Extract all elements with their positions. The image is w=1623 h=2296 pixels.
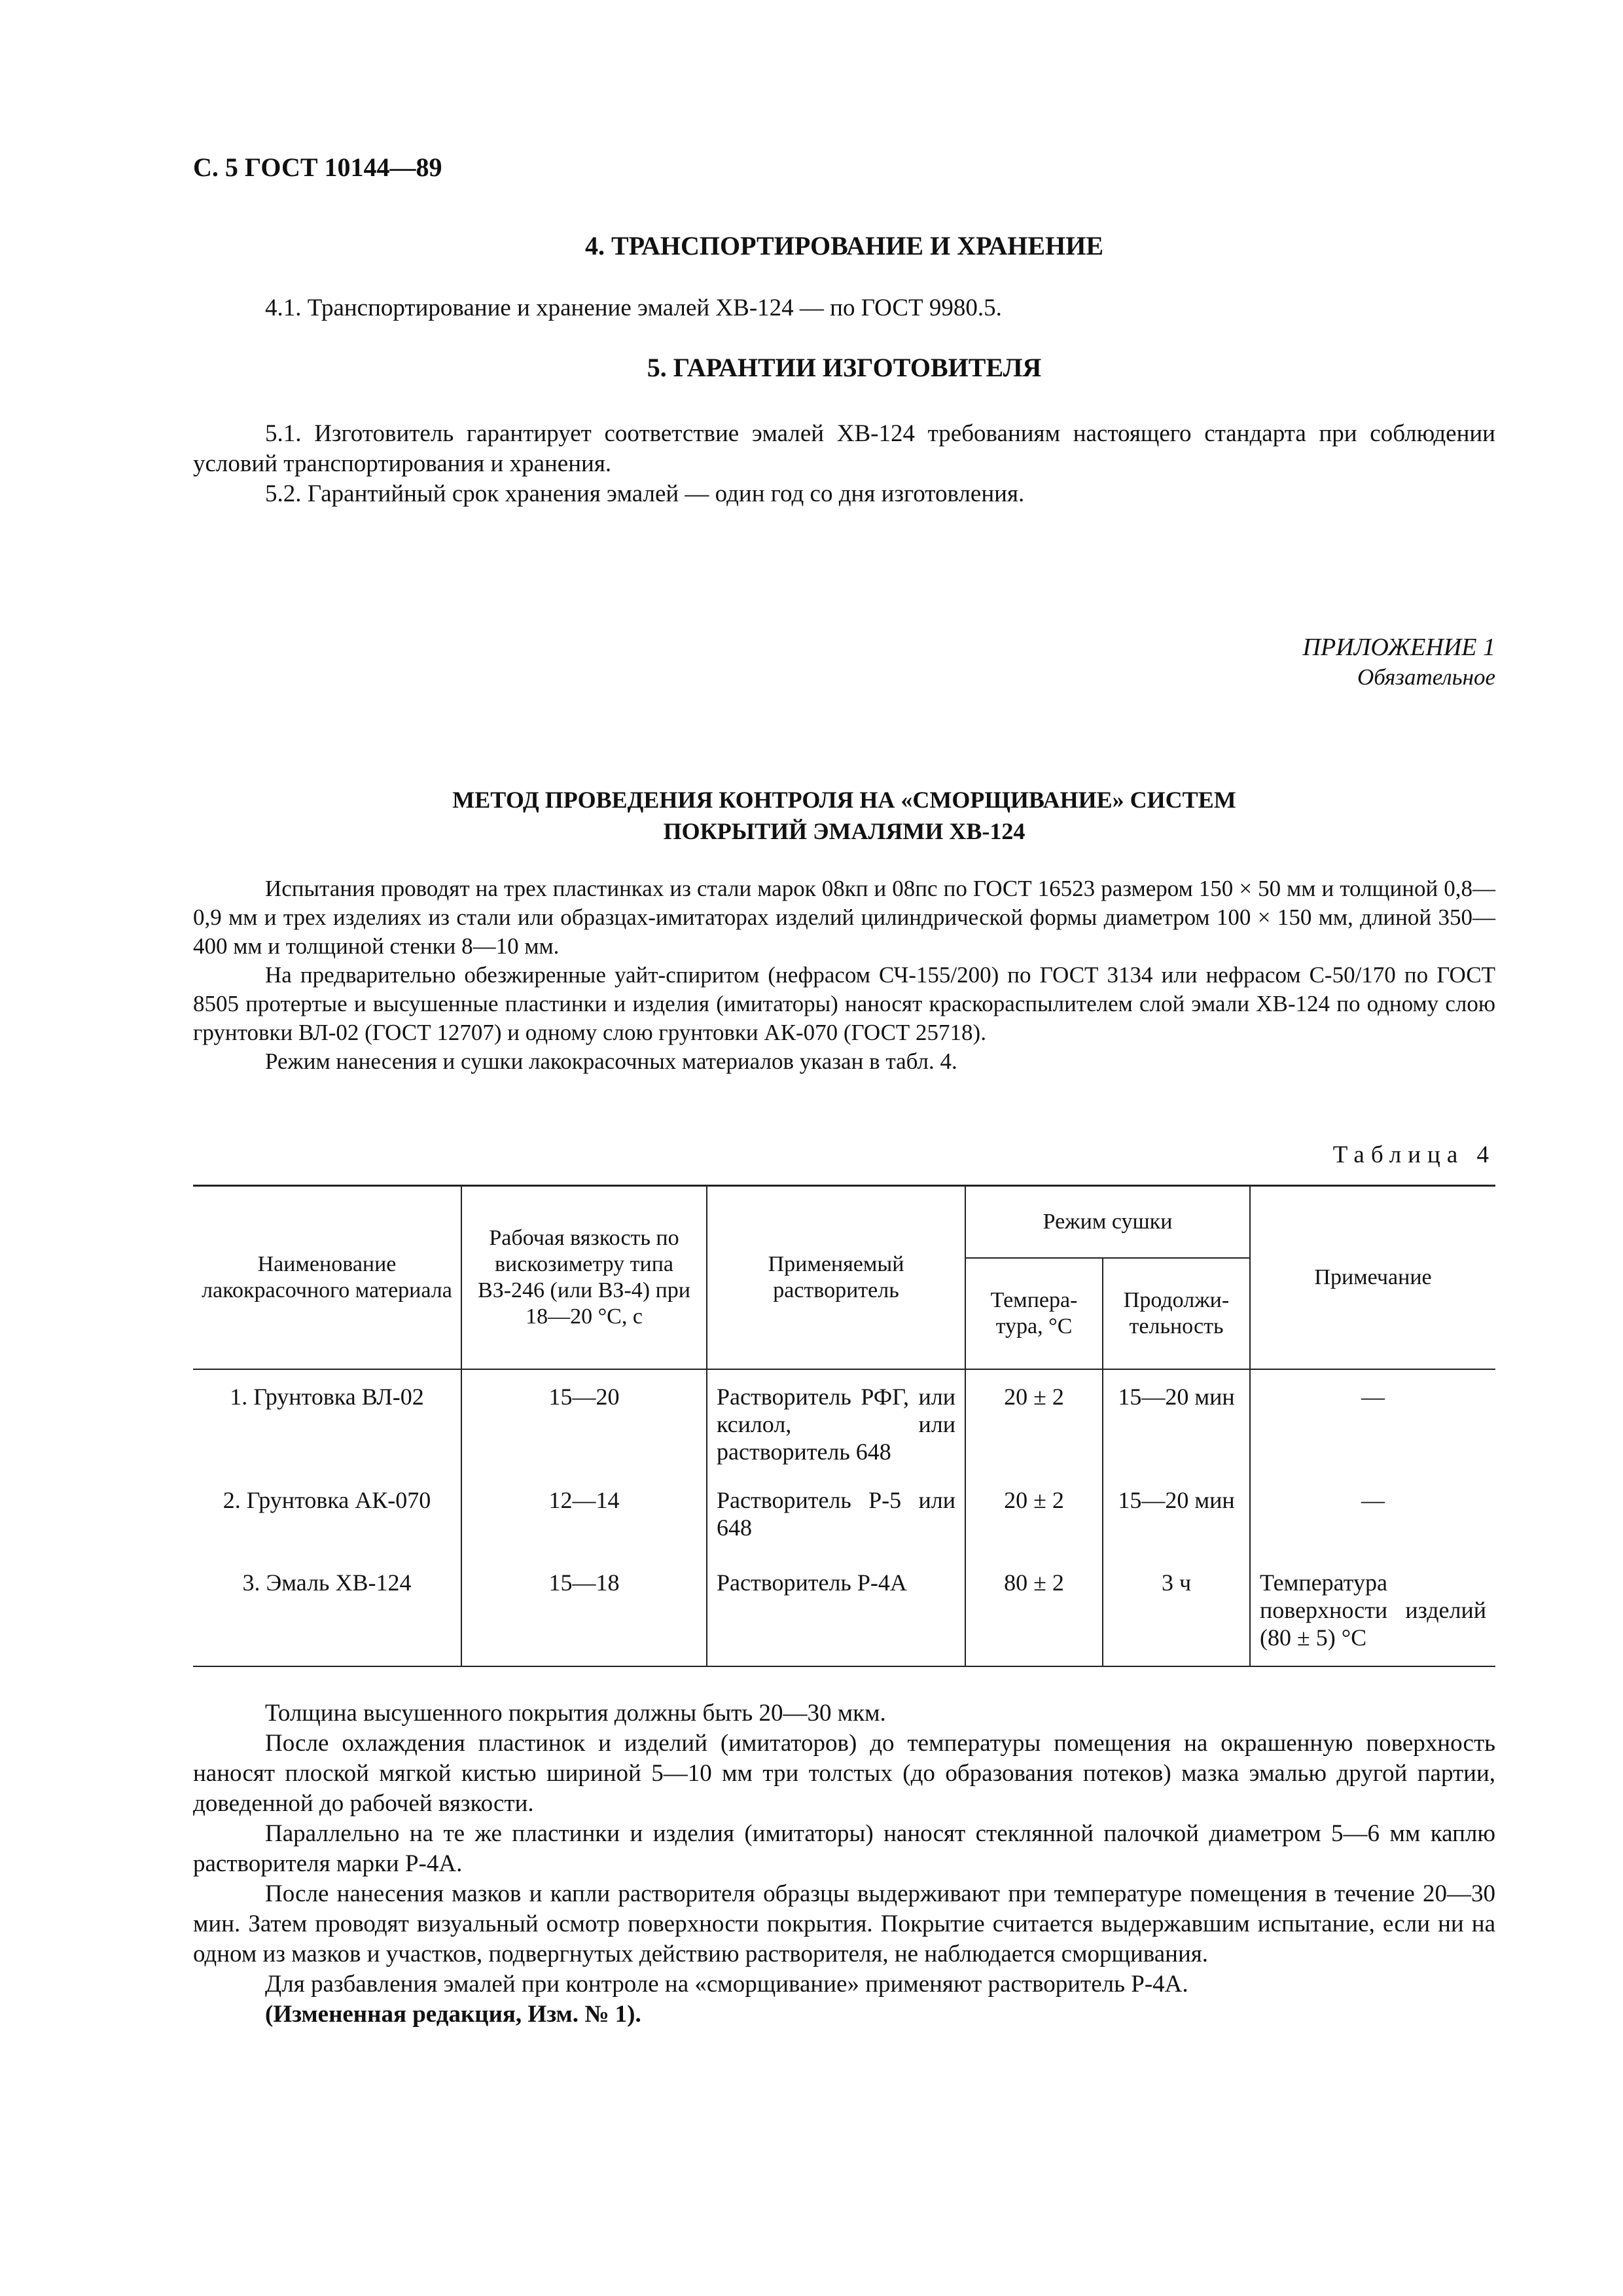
cell-material: 2. Грунтовка АК-070 [193, 1477, 461, 1560]
appendix-label-block [1303, 632, 1495, 692]
cell-duration: 3 ч [1103, 1560, 1250, 1666]
intro-paragraph: Режим нанесения и сушки лакокрасочных материалов указан в табл. 4. [265, 1049, 957, 1074]
cell-temperature: 20 ± 2 [965, 1477, 1103, 1560]
cell-note: Температура поверхности изделий (80 ± 5) °С [1250, 1560, 1495, 1666]
cell-note: — [1250, 1369, 1495, 1477]
paragraph-5-2: 5.2. Гарантийный срок хранения эмалей — один год со дня изготовления. [265, 480, 1025, 507]
table-row [193, 1477, 1495, 1560]
cell-temperature: 80 ± 2 [965, 1560, 1103, 1666]
appendix-title-line-2: ПОКРЫТИЙ ЭМАЛЯМИ ХВ-124 [663, 818, 1026, 844]
section-5-text [193, 419, 1495, 509]
cell-solvent: Растворитель Р-4А [707, 1560, 965, 1666]
section-5-title: 5. ГАРАНТИИ ИЗГОТОВИТЕЛЯ [647, 353, 1042, 382]
cell-duration: 15—20 мин [1103, 1477, 1250, 1560]
section-4-title: 4. ТРАНСПОРТИРОВАНИЕ И ХРАНЕНИЕ [585, 231, 1103, 260]
cell-solvent: Растворитель Р-5 или 648 [707, 1477, 965, 1560]
text-paragraph: После нанесения мазков и капли растворителя образцы выдерживают при температуре помещения в течение 20—30 мин. Затем проводят визуальный осмотр поверхности покрытия. Покрытие считается выдержавшим испытание, если ни на одном из мазков и участков, подвергнутых действию растворителя, не наблюдается сморщивания. [193, 1880, 1495, 1967]
header-drying: Режим сушки [965, 1186, 1250, 1258]
appendix-title [193, 784, 1495, 847]
cell-solvent: Растворитель РФГ, или ксилол, или растворитель 648 [707, 1369, 965, 1477]
intro-paragraph: На предварительно обезжиренные уайт-спиритом (нефрасом СЧ-155/200) по ГОСТ 3134 или нефрасом С-50/170 по ГОСТ 8505 протертые и высушенные пластинки и изделия (имитаторы) наносят краскораспылителем слой эмали ХВ-124 по одному слою грунтовки ВЛ-02 (ГОСТ 12707) и одному слою грунтовки АК-070 (ГОСТ 25718). [193, 962, 1495, 1045]
appendix-title-line-1: МЕТОД ПРОВЕДЕНИЯ КОНТРОЛЯ НА «СМОРЩИВАНИЕ» СИСТЕМ [452, 787, 1236, 813]
paragraph-5-1: 5.1. Изготовитель гарантирует соответствие эмалей ХВ-124 требованиям настоящего стандарта при соблюдении условий транспортирования и хранения. [193, 420, 1495, 477]
appendix-label: ПРИЛОЖЕНИЕ 1 [1302, 634, 1495, 661]
text-paragraph: После охлаждения пластинок и изделий (имитаторов) до температуры помещения на окрашенную поверхность наносят плоской мягкой кистью шириной 5—10 мм три толстых (до образования потеков) мазка эмалью другой партии, доведенной до рабочей вязкости. [193, 1730, 1495, 1817]
appendix-intro [193, 874, 1495, 1076]
table-row [193, 1560, 1495, 1666]
text-paragraph: Для разбавления эмалей при контроле на «сморщивание» применяют растворитель Р-4А. [265, 1971, 1188, 1998]
cell-viscosity: 15—18 [461, 1560, 707, 1666]
cell-material: 1. Грунтовка ВЛ-02 [193, 1369, 461, 1477]
text-paragraph: Параллельно на те же пластинки и изделия (имитаторы) наносят стеклянной палочкой диаметром 5—6 мм каплю растворителя марки Р-4А. [193, 1820, 1495, 1877]
intro-paragraph: Испытания проводят на трех пластинках из стали марок 08кп и 08пс по ГОСТ 16523 размером 150 × 50 мм и толщиной 0,8—0,9 мм и трех изделиях из стали или образцах-имитаторах изделий цилиндрической формы диаметром 100 × 150 мм, длиной 350—400 мм и толщиной стенки 8—10 мм. [193, 876, 1495, 959]
page-header: С. 5 ГОСТ 10144—89 [193, 152, 442, 182]
header-temperature: Темпера-тура, °С [965, 1258, 1103, 1369]
header-note: Примечание [1250, 1186, 1495, 1369]
paragraph-4-1: 4.1. Транспортирование и хранение эмалей ХВ-124 — по ГОСТ 9980.5. [265, 295, 1002, 321]
cell-temperature: 20 ± 2 [965, 1369, 1103, 1477]
cell-viscosity: 12—14 [461, 1477, 707, 1560]
text-paragraph: Толщина высушенного покрытия должны быть 20—30 мкм. [265, 1700, 886, 1727]
cell-material: 3. Эмаль ХВ-124 [193, 1560, 461, 1666]
table-caption: Таблица 4 [1332, 1141, 1495, 1168]
cell-duration: 15—20 мин [1103, 1369, 1250, 1477]
section-4-text [193, 293, 1495, 323]
header-viscosity: Рабочая вязкость по вискозиметру типа ВЗ-246 (или ВЗ-4) при 18—20 °С, с [461, 1186, 707, 1369]
amendment-note: (Измененная редакция, Изм. № 1). [265, 2001, 641, 2028]
header-duration: Продолжи-тельность [1103, 1258, 1250, 1369]
appendix-status: Обязательное [1357, 664, 1495, 690]
header-solvent: Применяемый растворитель [707, 1186, 965, 1369]
drying-mode-table [193, 1185, 1495, 1667]
table-row [193, 1369, 1495, 1477]
cell-note: — [1250, 1477, 1495, 1560]
cell-viscosity: 15—20 [461, 1369, 707, 1477]
header-material: Наименование лакокрасочного материала [193, 1186, 461, 1369]
after-table-text [193, 1698, 1495, 2030]
